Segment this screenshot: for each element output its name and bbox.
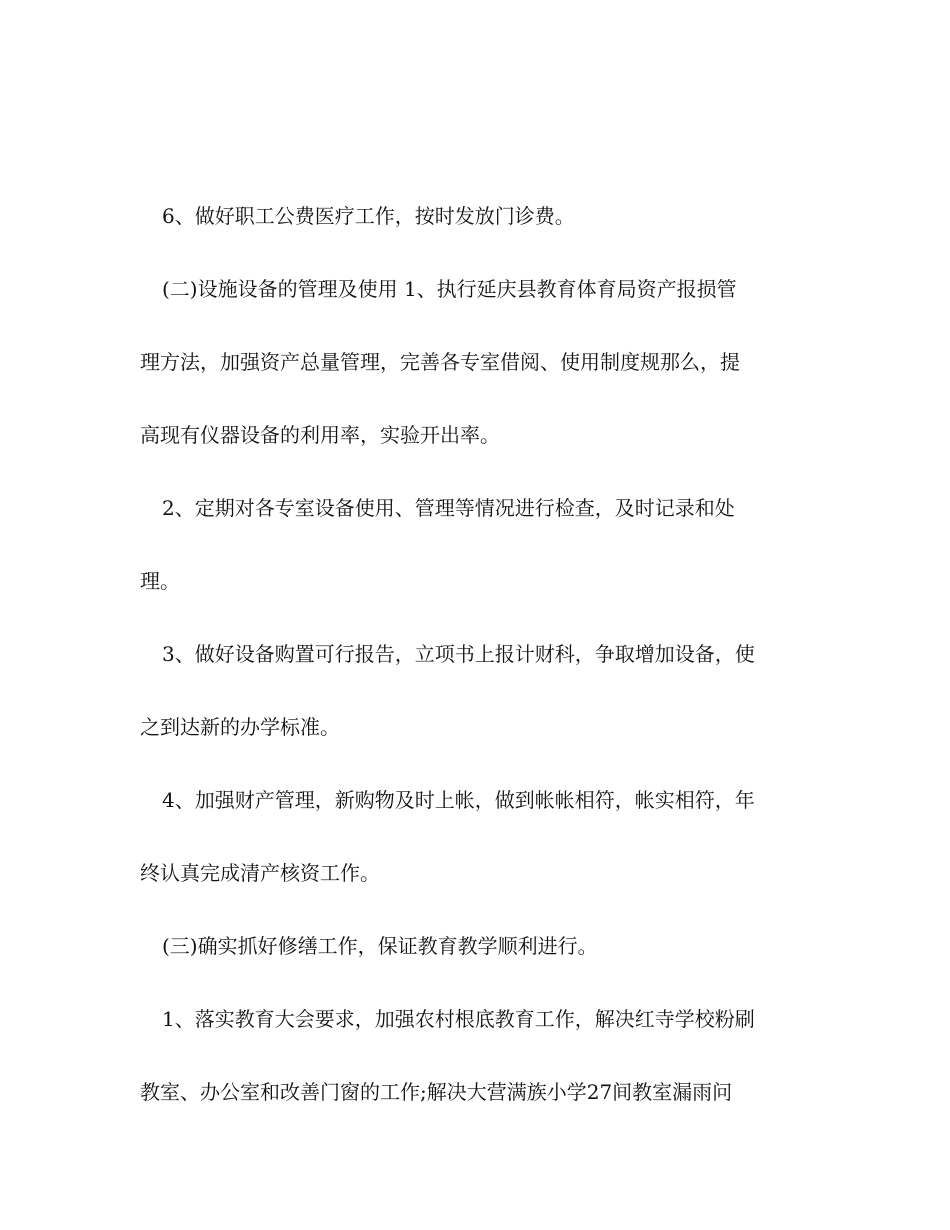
paragraph-line: 教室、办公室和改善门窗的工作;解决大营满族小学27间教室漏雨问 <box>140 1080 733 1104</box>
paragraph-line: 理方法，加强资产总量管理，完善各专室借阅、使用制度规那么，提 <box>140 350 740 374</box>
document-body <box>140 196 808 1145</box>
paragraph-line: 3、做好设备购置可行报告，立项书上报计财科，争取增加设备，使 <box>162 642 755 666</box>
paragraph-line: 理。 <box>140 569 180 593</box>
paragraph-line: 6、做好职工公费医疗工作，按时发放门诊费。 <box>162 204 575 228</box>
paragraph-line: 终认真完成清产核资工作。 <box>140 861 380 885</box>
paragraph-line: 4、加强财产管理，新购物及时上帐，做到帐帐相符，帐实相符，年 <box>162 788 755 812</box>
paragraph-line: 1、落实教育大会要求，加强农村根底教育工作，解决红寺学校粉刷 <box>162 1007 755 1031</box>
paragraph-line: 之到达新的办学标准。 <box>140 715 340 739</box>
paragraph-line: (三)确实抓好修缮工作，保证教育教学顺利进行。 <box>162 934 598 958</box>
paragraph-line: (二)设施设备的管理及使用 1、执行延庆县教育体育局资产报损管 <box>162 277 737 301</box>
paragraph-line: 2、定期对各专室设备使用、管理等情况进行检查，及时记录和处 <box>162 496 735 520</box>
paragraph-line: 高现有仪器设备的利用率，实验开出率。 <box>140 423 500 447</box>
